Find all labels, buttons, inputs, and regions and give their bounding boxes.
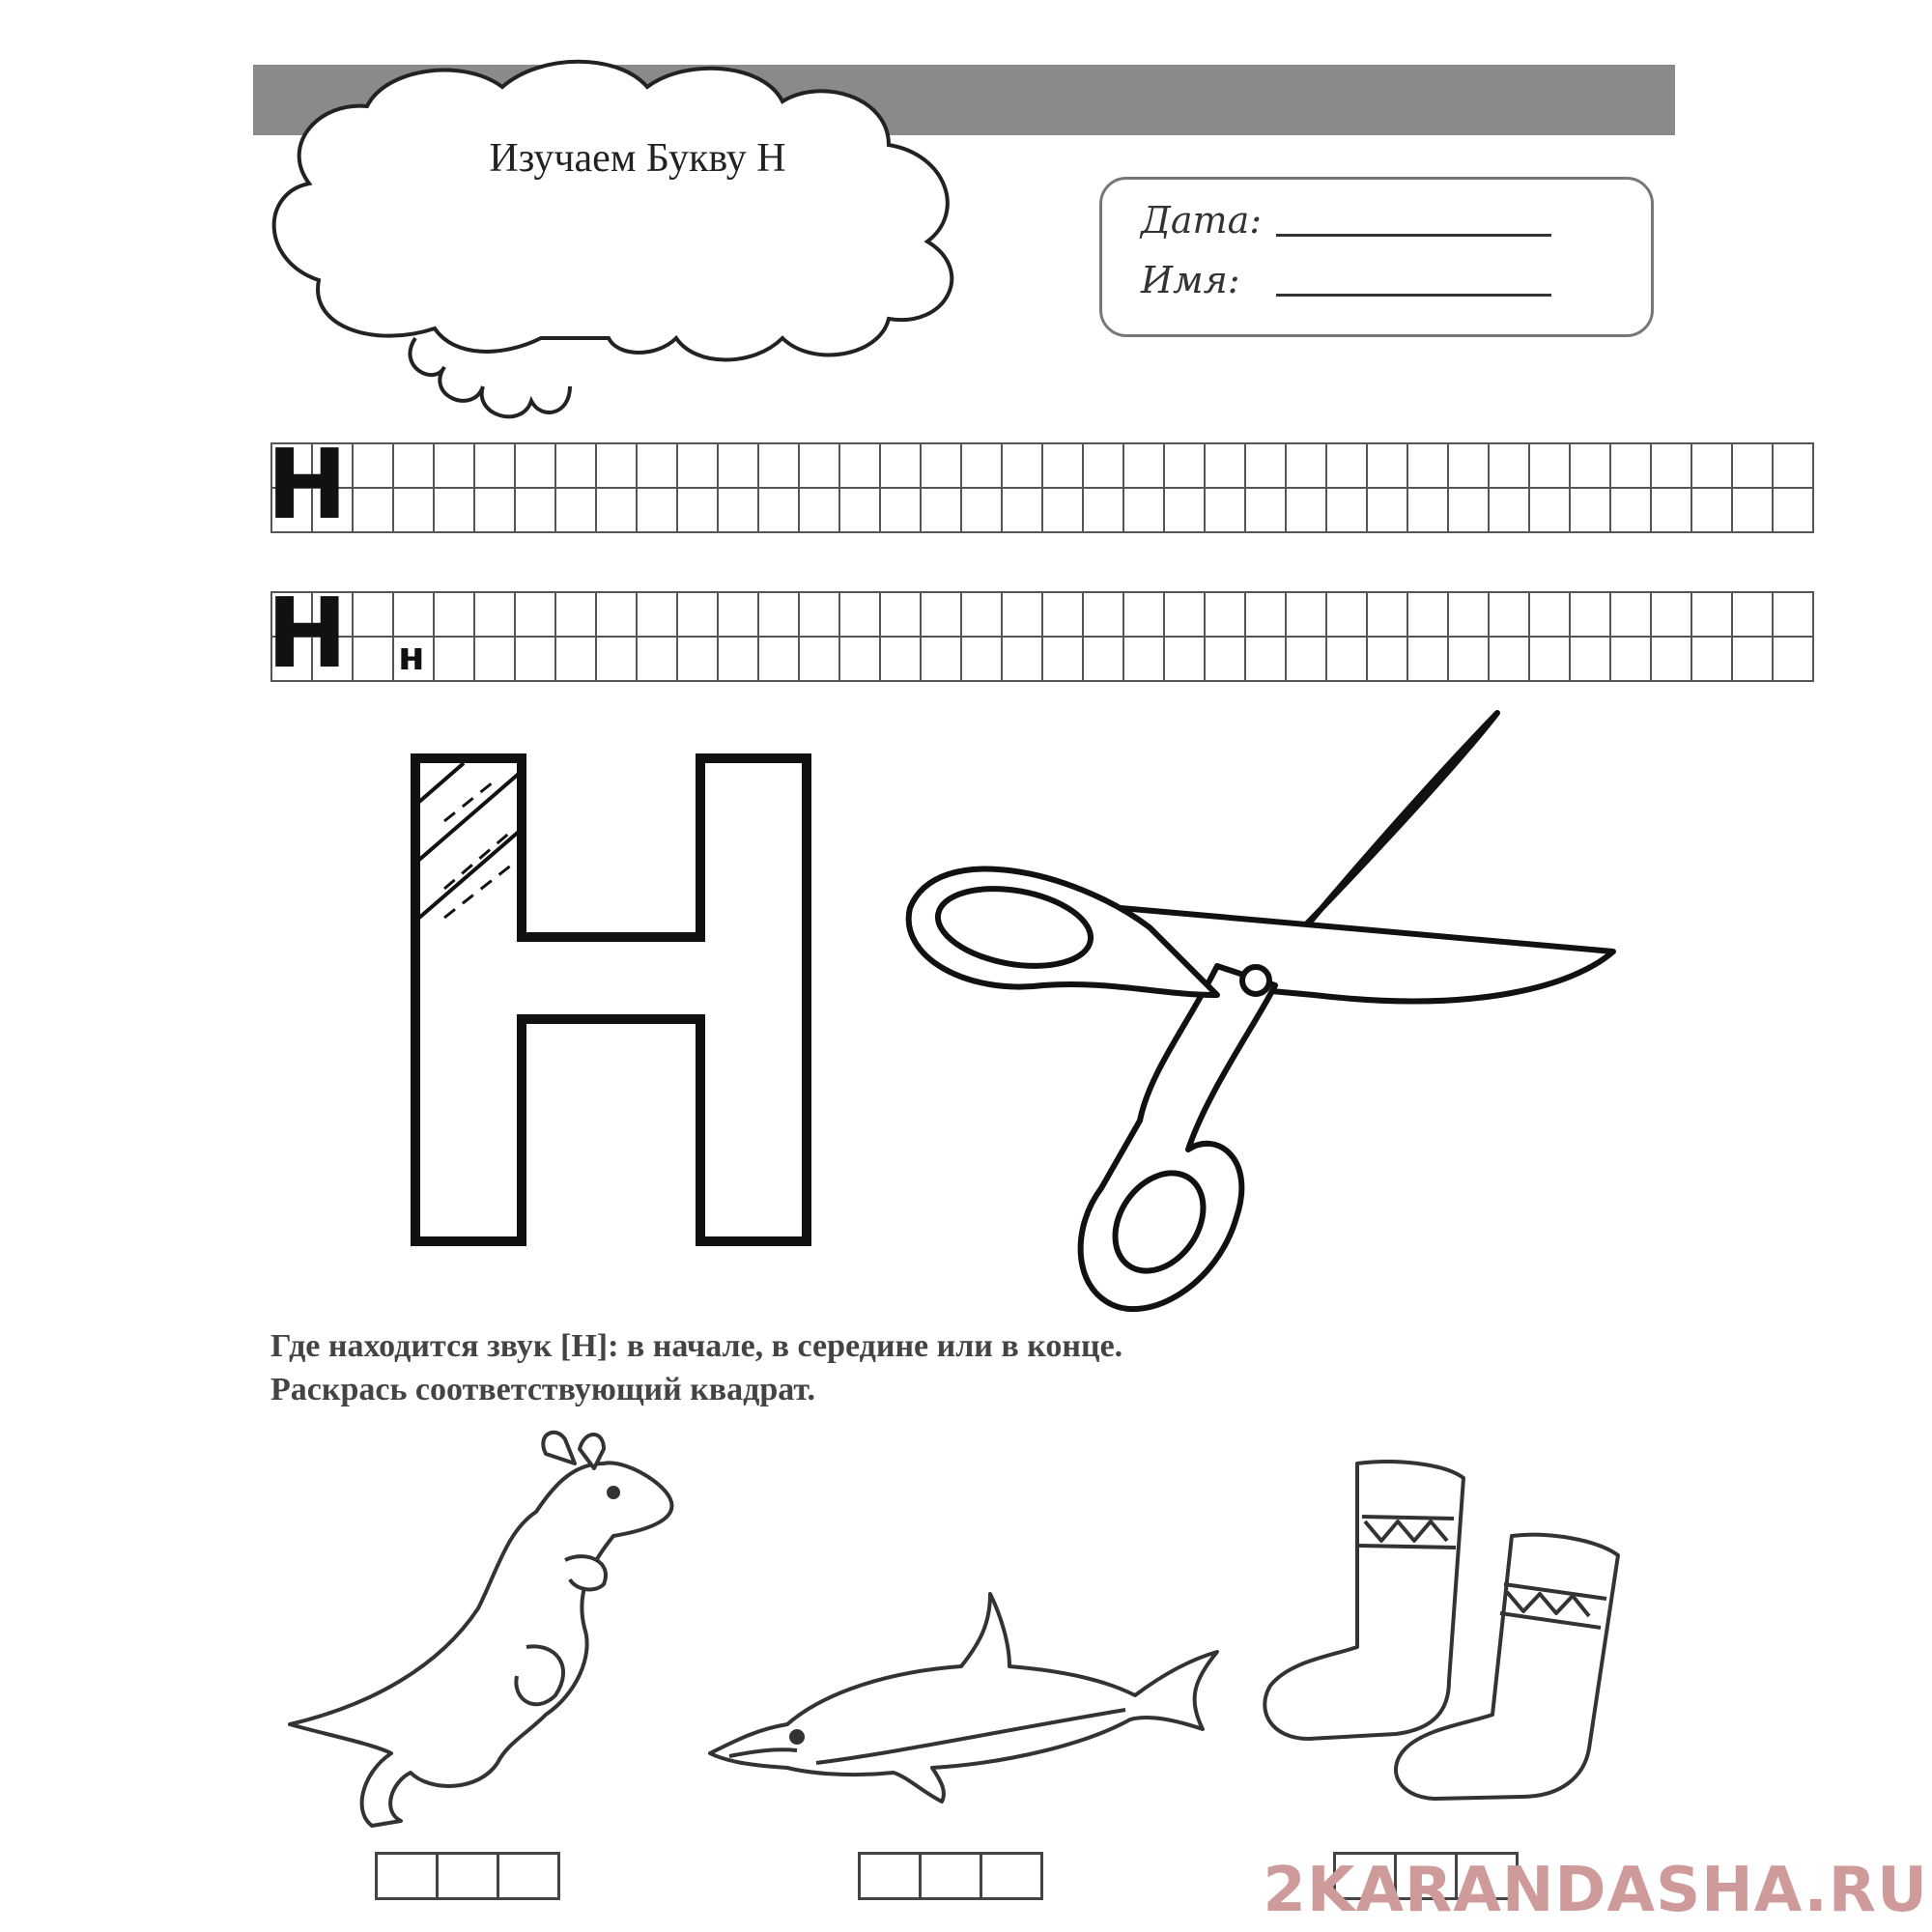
- answer-box-start[interactable]: [375, 1852, 439, 1900]
- kangaroo-icon: [285, 1425, 691, 1831]
- instruction-line-2: Раскрась соответствующий квадрат.: [270, 1372, 816, 1407]
- answer-box-end[interactable]: [497, 1852, 560, 1900]
- scissors-icon: [898, 705, 1633, 1323]
- answer-box-end[interactable]: [980, 1852, 1043, 1900]
- grid-cells[interactable]: [270, 442, 1814, 533]
- student-info-box: [1099, 177, 1654, 337]
- big-letter-outline: [406, 744, 821, 1256]
- site-watermark: 2KARANDASHA.RU: [1263, 1855, 1928, 1926]
- practice-letter-upper-2: Н: [267, 577, 348, 690]
- answer-boxes-kangaroo[interactable]: [375, 1852, 557, 1900]
- date-row: [1141, 199, 1276, 242]
- instruction-line-1: Где находится звук [Н]: в начале, в середине или в конце.: [270, 1328, 1123, 1364]
- page-title: Изучаем Букву Н: [489, 136, 786, 181]
- name-field[interactable]: [1276, 294, 1551, 297]
- date-label: Дата:: [1141, 199, 1263, 242]
- answer-box-middle[interactable]: [919, 1852, 982, 1900]
- practice-grid-row-2: [270, 591, 1814, 682]
- name-row: [1141, 259, 1276, 301]
- cloud-speech-bubble: [251, 48, 1024, 435]
- answer-box-middle[interactable]: [436, 1852, 499, 1900]
- dolphin-icon: [700, 1584, 1222, 1806]
- practice-grid-row-1: [270, 442, 1814, 533]
- practice-letter-lower: н: [398, 635, 425, 679]
- name-label: Имя:: [1141, 259, 1240, 301]
- grid-cells[interactable]: [270, 591, 1814, 682]
- practice-letter-upper-1: Н: [267, 428, 348, 541]
- answer-box-start[interactable]: [858, 1852, 922, 1900]
- socks-icon: [1251, 1459, 1637, 1806]
- answer-boxes-dolphin[interactable]: [858, 1852, 1040, 1900]
- date-field[interactable]: [1276, 234, 1551, 237]
